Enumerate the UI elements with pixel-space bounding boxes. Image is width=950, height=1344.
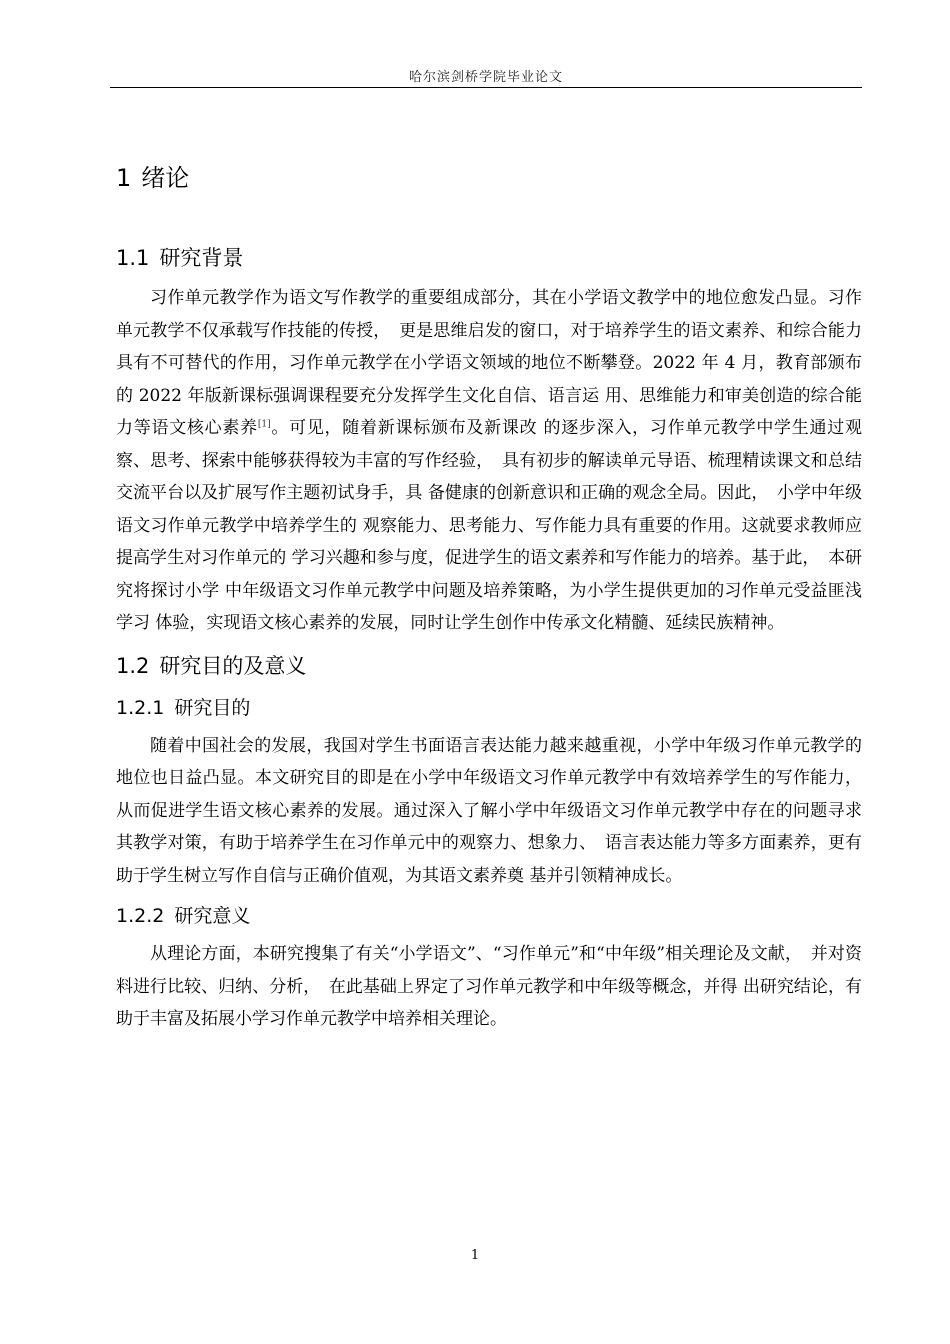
citation-marker: [1] <box>257 419 271 430</box>
paragraph-text-part-2: 。可见，随着新课标颁布及新课改 的逐步深入，习作单元教学中学生通过观察、思考、探索中能够获得较为丰富的写作经验， 具有初步的解读单元导语、梳理精读课文和总结交流平台以及扩展写作主题初试身手，具 备健康的创新意识和正确的观念全局。因此， 小学中年级语文习作单元教学中培养学生的 观察能力、思考能力、写作能力具有重要的作用。这就要求教师应提高学生对习作单元的 学习兴趣和参与度，促进学生的语文素养和写作能力的培养。基于此， 本研究将探讨小学 中年级语文习作单元教学中问题及培养策略，为小学生提供更加的习作单元受益匪浅学习 体验，实现语文核心素养的发展，同时让学生创作中传承文化精髓、延续民族精神。 <box>116 418 862 633</box>
subsection-title: 研究目的 <box>174 696 251 719</box>
section-title: 研究目的及意义 <box>159 653 307 678</box>
subsection-title: 研究意义 <box>174 905 251 927</box>
subsection-heading-1-2-2 <box>116 898 862 934</box>
section-number: 1.1 <box>116 246 150 270</box>
background-paragraph <box>116 282 862 640</box>
subsection-number: 1.2.2 <box>116 905 165 927</box>
section-heading-1-1 <box>116 238 862 278</box>
purpose-paragraph: 随着中国社会的发展，我国对学生书面语言表达能力越来越重视，小学中年级习作单元教学的地位也日益凸显。本文研究目的即是在小学中年级语文习作单元教学中有效培养学生的写作能力，从而促进学生语文核心素养的发展。通过深入了解小学中年级语文习作单元教学中存在的问题寻求其教学对策，有助于培养学生在习作单元中的观察力、想象力、 语言表达能力等多方面素养，更有助于学生树立写作自信与正确价值观，为其语文素养奠 基并引领精神成长。 <box>116 735 862 886</box>
page-header: 哈尔滨剑桥学院毕业论文 <box>408 70 563 85</box>
section-title: 研究背景 <box>159 246 244 270</box>
subsection-number: 1.2.1 <box>116 696 165 719</box>
significance-paragraph: 从理论方面，本研究搜集了有关“小学语文”、“习作单元”和“中年级”相关理论及文献， 并对资料进行比较、归纳、分析， 在此基础上界定了习作单元教学和中年级等概念，并得 出研究结论，有助于丰富及拓展小学习作单元教学中培养相关理论。 <box>116 944 862 1029</box>
page-number: 1 <box>470 1248 480 1263</box>
section-number: 1.2 <box>116 653 150 678</box>
document-body <box>116 158 862 1042</box>
chapter-number: 1 <box>116 164 132 192</box>
subsection-heading-1-2-1 <box>116 690 862 726</box>
section-heading-1-2 <box>116 646 862 686</box>
chapter-title: 绪论 <box>141 164 190 192</box>
header-divider <box>110 87 862 88</box>
paragraph-text-part-1: 习作单元教学作为语文写作教学的重要组成部分，其在小学语文教学中的地位愈发凸显。习作单元教学不仅承载写作技能的传授， 更是思维启发的窗口，对于培养学生的语文素养、和综合能力具有不可替代的作用，习作单元教学在小学语文领域的地位不断攀登。2022 年 4 月，教育部颁布的 2022 年版新课标强调课程要充分发挥学生文化自信、语言运 用、思维能力和审美创造的综合能力等语文核心素养 <box>116 288 862 438</box>
chapter-heading <box>116 158 862 198</box>
